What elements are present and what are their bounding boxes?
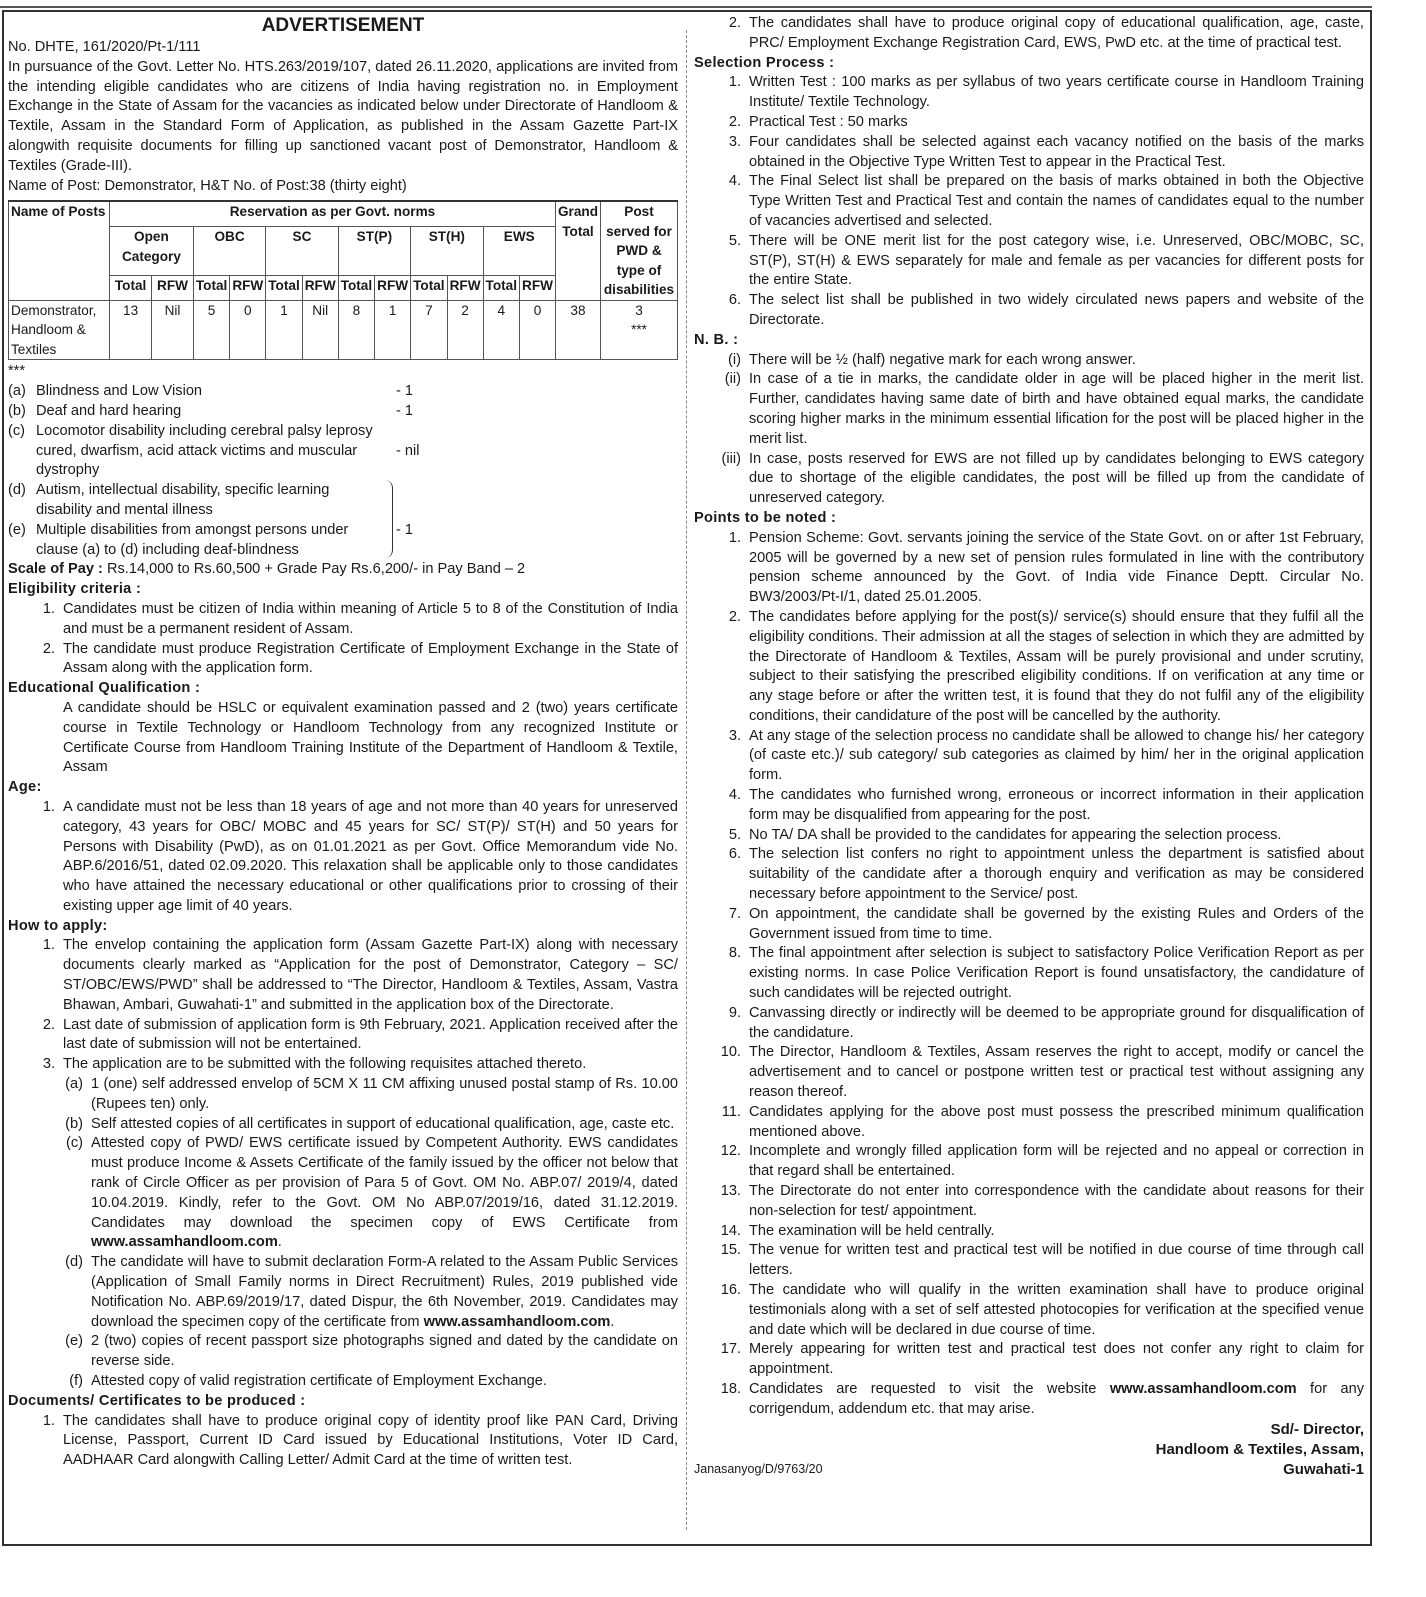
vacancy-count-cell: 2: [447, 300, 483, 360]
list-item-number: 1.: [42, 937, 55, 954]
list-item-number: (c): [65, 1135, 83, 1152]
age-heading: Age:: [8, 779, 42, 796]
list-item: [694, 727, 1364, 786]
list-item: [694, 14, 1364, 54]
list-item: [694, 826, 1364, 846]
disability-text: Locomotor disability including cerebral palsy leprosy cured, dwarfism, acid attack victims and muscular dystrophy: [36, 422, 373, 479]
list-item-text: [749, 944, 1364, 1003]
disability-item: [8, 422, 678, 481]
list-item-text-body: The final appointment after selection is subject to satisfactory Police Verification Report as per existing norms. In case Police Verification Report is found unsatisfactory, the candidature of such candidates will be rejected outright.: [749, 945, 1364, 1002]
signature-line: Guwahati-1: [1283, 1460, 1364, 1478]
list-item-text: [749, 1103, 1364, 1143]
list-item: [694, 232, 1364, 291]
list-item-text: [749, 450, 1364, 509]
list-item: [694, 450, 1364, 509]
list-item-number: 2.: [42, 640, 55, 657]
education-heading: Educational Qualification :: [8, 680, 201, 697]
list-item-number: 5.: [728, 826, 741, 843]
list-item-text-body: Incomplete and wrongly filled application form will be rejected and no appeal or correction in that regard shall be entertained.: [749, 1143, 1364, 1180]
list-item-text: [749, 1340, 1364, 1380]
list-item: [694, 172, 1364, 231]
list-item-number: 2.: [728, 113, 741, 130]
list-item-number: (f): [69, 1373, 83, 1390]
list-item-text-body: At any stage of the selection process no candidate shall be allowed to change his/ her category (of caste etc.)/ sub category/ sub categories as claimed by him/ her in the original application form.: [749, 727, 1364, 784]
disability-text: Blindness and Low Vision: [36, 383, 203, 400]
list-item-text: [63, 640, 678, 680]
list-item-text-body: Candidates must be citizen of India within meaning of Article 5 to 8 of the Constitution of India and must be a permanent resident of Assam.: [63, 600, 678, 637]
advertisement-title: ADVERTISEMENT: [261, 15, 425, 36]
footnote-stars: ***: [8, 363, 26, 380]
header-reservation: Reservation as per Govt. norms: [110, 201, 556, 227]
list-item: [8, 936, 678, 1015]
header-pwd: Post served for PWD & type of disabilities: [601, 201, 678, 300]
subheader-total: Total: [193, 275, 229, 300]
list-item-text: [749, 1222, 1364, 1242]
list-item: [36, 1372, 678, 1392]
vacancy-count-cell: Nil: [152, 300, 194, 360]
grand-total-cell: 38: [555, 300, 600, 360]
signature-line: Handloom & Textiles, Assam,: [1155, 1440, 1364, 1458]
eligibility-list: [8, 600, 678, 679]
list-item-text-body: Last date of submission of application form is 9th February, 2021. Application received after the last date of submission will not be entertained.: [63, 1016, 678, 1053]
list-item: [694, 608, 1364, 727]
list-item-text: [749, 1241, 1364, 1281]
list-item: [694, 1222, 1364, 1242]
list-item-text-body: Candidates applying for the above post must possess the prescribed minimum qualification mentioned above.: [749, 1103, 1364, 1140]
list-item-number: 3.: [728, 133, 741, 150]
list-item-number: 14.: [720, 1222, 741, 1239]
disability-label: (b): [8, 402, 26, 419]
list-item: [694, 1103, 1364, 1143]
pwd-footnote-mark: ***: [631, 322, 647, 338]
disability-item: [8, 481, 678, 521]
documents-list-continued: [694, 14, 1364, 54]
list-item-number: 1.: [728, 529, 741, 546]
list-item-text: [749, 351, 1364, 371]
list-item-text-body: The Final Select list shall be prepared on the basis of marks obtained in both the Objective Type Written Test and Practical Test and contain the names of candidates equal to the number of vacancies advertised and selected.: [749, 173, 1364, 229]
list-item-text-body: The candidates shall have to produce original copy of identity proof like PAN Card, Driving License, Passport, Current ID Card issued by Educational Institutions, Voter ID Card, AADHAAR Card alongwith Calling Letter/ Admit Card at the time of written test.: [63, 1412, 678, 1469]
list-item-text: [91, 1075, 678, 1115]
footer: [694, 1420, 1364, 1480]
subheader-rfw: RFW: [152, 275, 194, 300]
list-item: [694, 905, 1364, 945]
list-item-text-body: The candidate who will qualify in the written examination shall have to produce original testimonials along with a set of self attested photocopies for verification at the specified venue and date which will be declared in due course of time.: [749, 1282, 1364, 1338]
category-header: EWS: [483, 227, 555, 276]
list-item-number: 3.: [728, 727, 741, 744]
pwd-cell: [601, 300, 678, 360]
subheader-rfw: RFW: [447, 275, 483, 300]
list-item-text-body: 1 (one) self addressed envelop of 5CM X 11 CM affixing unused postal stamp of Rs. 10.00 (Rupees ten) only.: [91, 1076, 678, 1112]
disability-label: (c): [8, 422, 26, 439]
list-item-text: [749, 113, 1364, 133]
how-to-apply-heading: How to apply:: [8, 917, 108, 934]
list-item-text-body: The examination will be held centrally.: [749, 1222, 995, 1239]
list-item-text: [749, 786, 1364, 826]
how-to-apply-list: [8, 936, 678, 1075]
vacancy-count-cell: Nil: [302, 300, 338, 360]
list-item-text: [749, 1142, 1364, 1182]
vacancy-table: [8, 200, 678, 360]
disability-count: - 1: [396, 521, 414, 538]
disability-item: [8, 382, 678, 402]
vacancy-count-cell: 7: [411, 300, 447, 360]
disability-label: (a): [8, 383, 26, 400]
list-item: [8, 1055, 678, 1075]
age-list: [8, 798, 678, 917]
list-item-text: [749, 1004, 1364, 1044]
list-item-number: 2.: [42, 1016, 55, 1033]
category-header: ST(H): [411, 227, 483, 276]
list-item-text-body: The candidates before applying for the post(s)/ service(s) should ensure that they fulfil all the eligibility conditions. Their admission at all the stages of selection in which they are admitted by the Directorate of Handloom & Textiles, Assam will be purely provisional and under scrutiny, subject to their satisfying the prescribed eligibility conditions. If on verification at any time or any stage before or after the written test, it is found that they do not fulfil any of the eligibility conditions, their candidature of the post will be cancelled by the authority.: [749, 608, 1364, 724]
list-item: [694, 1340, 1364, 1380]
list-item-text-body: Candidates are requested to visit the website: [749, 1380, 1110, 1397]
requisites-list: [36, 1075, 678, 1392]
list-item: [694, 944, 1364, 1003]
list-item-number: 12.: [720, 1143, 741, 1160]
list-item: [694, 1241, 1364, 1281]
list-item-number: 10.: [720, 1044, 741, 1061]
list-item-text-body: The envelop containing the application form (Assam Gazette Part-IX) along with necessary documents clearly marked as “Application for the post of Demonstrator, Category – SC/ ST/OBC/EWS/PWD” shall be addressed to “The Director, Handloom & Textiles, Assam, Vastra Bhawan, Ambari, Guwahati-1” and submitted in the application box of the Directorate.: [63, 937, 678, 1013]
list-item-number: (i): [728, 351, 741, 368]
header-name-of-posts: Name of Posts: [9, 201, 110, 300]
list-item-text-body: 2 (two) copies of recent passport size photographs signed and dated by the candidate on reverse side.: [91, 1333, 678, 1370]
list-item: [8, 798, 678, 917]
list-item-text: [91, 1253, 678, 1332]
list-item: [694, 529, 1364, 608]
list-item-text: [63, 1055, 678, 1075]
list-item-text: [91, 1332, 678, 1372]
list-item-number: (a): [65, 1076, 83, 1093]
list-item-text-body: Attested copy of PWD/ EWS certificate issued by Competent Authority. EWS candidates must produce Income & Assets Certificate of the family issued by the officer not below that rank of Circle Officer as per provision of Para 5 of Govt. OM No. ABP.07/ 2019/4, dated 10.04.2019. Kindly, refer to the Govt. OM No ABP.07/2019/16, dated 31.12.2019. Candidates may download the specimen copy of EWS Certificate from: [91, 1135, 678, 1231]
vacancy-count-cell: 0: [520, 300, 556, 360]
list-item-number: 3.: [42, 1056, 55, 1073]
list-item-text: [63, 1016, 678, 1056]
list-item: [8, 1016, 678, 1056]
list-item-text-body: On appointment, the candidate shall be governed by the existing Rules and Orders of the Government issued from time to time.: [749, 905, 1364, 942]
list-item-text-body: In case of a tie in marks, the candidate older in age will be placed higher in the merit list. Further, candidates having same date of birth and have obtained equal marks, the candidate scoring higher marks in the minimum essential lification for the post will be placed higher in the merit list.: [749, 371, 1364, 447]
list-item-number: 9.: [728, 1004, 741, 1021]
list-item: [694, 1380, 1364, 1420]
list-item: [694, 291, 1364, 331]
list-item-text: [749, 1043, 1364, 1102]
list-item-text-body: The candidates who furnished wrong, erroneous or incorrect information in their application form may be disqualified from appearing for the post.: [749, 787, 1364, 823]
disability-label: (d): [8, 482, 26, 499]
pwd-count: 3: [635, 302, 643, 318]
list-item: [36, 1332, 678, 1372]
list-item-number: 18.: [720, 1380, 741, 1397]
list-item-text-body: The application are to be submitted with the following requisites attached thereto.: [63, 1056, 587, 1073]
list-item-number: 1.: [42, 600, 55, 617]
list-item-text-body: Self attested copies of all certificates in support of educational qualification, age, caste etc.: [91, 1115, 675, 1132]
list-item-number: 8.: [728, 945, 741, 962]
subheader-rfw: RFW: [230, 275, 266, 300]
list-item-text: [63, 936, 678, 1015]
subheader-rfw: RFW: [520, 275, 556, 300]
list-item-number: 1.: [728, 74, 741, 91]
points-heading: Points to be noted :: [694, 509, 837, 526]
list-item-text-body: There will be ONE merit list for the post category wise, i.e. Unreserved, OBC/MOBC, SC, ST(P), ST(H) & EWS separately for male and female as per vacancies for different posts for the entire State.: [749, 232, 1364, 289]
disability-list: [8, 382, 678, 560]
subheader-rfw: RFW: [375, 275, 411, 300]
list-item-number: (e): [65, 1333, 83, 1350]
list-item-text-body: There will be ½ (half) negative mark for each wrong answer.: [749, 351, 1136, 368]
disability-count: - 1: [396, 402, 414, 419]
list-item-text-body: Pension Scheme: Govt. servants joining the service of the State Govt. on or after 1st February, 2005 will be governed by a new set of pension rules formulated in line with the contributory pension scheme announced by the Govt. of India vide Finance Deptt. Circular No. BW3/2003/Pt-I/1, dated 25.01.2005.: [749, 529, 1364, 606]
subheader-total: Total: [411, 275, 447, 300]
list-item-text-body: Attested copy of valid registration certificate of Employment Exchange.: [91, 1373, 547, 1390]
selection-list: [694, 73, 1364, 330]
scale-of-pay-value: Rs.14,000 to Rs.60,500 + Grade Pay Rs.6,200/- in Pay Band – 2: [106, 561, 526, 578]
disability-text: Deaf and hard hearing: [36, 402, 182, 419]
list-item-text: [749, 845, 1364, 904]
list-item-text: [91, 1372, 678, 1392]
list-item-number: 15.: [720, 1242, 741, 1259]
disability-count: - nil: [396, 442, 420, 459]
selection-heading: Selection Process :: [694, 54, 835, 71]
list-item: [36, 1075, 678, 1115]
signature-block: [1156, 1420, 1364, 1480]
list-item-text: [749, 1281, 1364, 1340]
list-item-text: [749, 608, 1364, 727]
disability-text: Multiple disabilities from amongst persons under clause (a) to (d) including deaf-blindness: [36, 521, 349, 558]
list-item-text: [749, 1380, 1364, 1420]
list-item: [36, 1253, 678, 1332]
list-item: [694, 73, 1364, 113]
nb-list: [694, 351, 1364, 509]
list-item-text: [63, 1412, 678, 1471]
points-list: [694, 529, 1364, 1420]
list-item-number: 2.: [728, 15, 741, 31]
list-item-number: (ii): [724, 371, 741, 388]
subheader-total: Total: [338, 275, 374, 300]
website-link[interactable]: www.assamhandloom.com: [91, 1234, 278, 1251]
website-link[interactable]: www.assamhandloom.com: [1109, 1380, 1297, 1397]
vacancy-count-cell: 8: [338, 300, 374, 360]
list-item: [694, 1281, 1364, 1340]
list-item-text: [749, 529, 1364, 608]
list-item-text: [749, 727, 1364, 786]
subheader-total: Total: [266, 275, 302, 300]
list-item-number: 16.: [720, 1282, 741, 1298]
list-item-number: 13.: [720, 1183, 741, 1200]
list-item-text: [749, 172, 1364, 231]
list-item: [694, 1182, 1364, 1222]
subheader-total: Total: [110, 275, 152, 300]
category-header: OBC: [193, 227, 265, 276]
list-item-text-body: The candidate will have to submit declaration Form-A related to the Assam Public Services (Application of Small Family norms in Direct Recruitment) Rules, 2019 published vide Notification No. ABP.69/2019/17, dated Dispur, the 6th November, 2019. Candidates may download the specimen copy of the certificate from: [91, 1254, 678, 1330]
list-item: [8, 1412, 678, 1471]
list-item-text-body: No TA/ DA shall be provided to the candidates for appearing the selection process.: [749, 826, 1282, 843]
reference-number: No. DHTE, 161/2020/Pt-1/111: [8, 39, 201, 55]
list-item-number: 6.: [728, 846, 741, 863]
list-item-text: [749, 73, 1364, 113]
column-divider: [686, 30, 687, 1530]
vacancy-count-cell: 4: [483, 300, 519, 360]
list-item: [694, 351, 1364, 371]
list-item-text: [749, 370, 1364, 449]
list-item-text-body: In case, posts reserved for EWS are not filled up by candidates belonging to EWS category due to shortage of the eligible candidates, the post will be filled up from the candidate of unreserved category.: [749, 450, 1364, 507]
list-item-text-body: Canvassing directly or indirectly will be deemed to be appropriate ground for disqualification of the candidature.: [749, 1004, 1364, 1041]
list-item-text-end: .: [277, 1234, 282, 1251]
subheader-total: Total: [483, 275, 519, 300]
list-item: [694, 1043, 1364, 1102]
list-item: [8, 600, 678, 640]
list-item-number: (iii): [721, 450, 741, 467]
subheader-rfw: RFW: [302, 275, 338, 300]
list-item-number: 5.: [728, 232, 741, 249]
list-item-text-end: for any corrigendum, addendum etc. that may arise.: [749, 1380, 1364, 1417]
website-link[interactable]: www.assamhandloom.com: [423, 1313, 611, 1330]
list-item-text-body: Four candidates shall be selected against each vacancy notified on the basis of the marks obtained in the Objective Type Written Test to appear in the Practical Test.: [749, 133, 1364, 170]
list-item-text-body: The Director, Handloom & Textiles, Assam reserves the right to accept, modify or cancel the advertisement and to cancel or postpone written test or practical test without assigning any reason thereof.: [749, 1044, 1364, 1101]
disability-item: [8, 521, 678, 561]
list-item: [8, 640, 678, 680]
intro-paragraph: In pursuance of the Govt. Letter No. HTS.263/2019/107, dated 26.11.2020, applications are invited from the intending eligible candidates who are citizens of India having registration no. in Employment Exchange in the State of Assam for the vacancies as indicated below under Directorate of Handloom & Textile, Assam in the Standard Form of Application, as published in the Assam Gazette Part-IX alongwith requisite documents for filling up sanctioned vacant post of Demonstrator, Handloom & Textiles (Grade-III).: [8, 58, 678, 174]
signature-line: Sd/- Director,: [1270, 1420, 1364, 1438]
documents-list: [8, 1412, 678, 1471]
education-text: A candidate should be HSLC or equivalent examination passed and 2 (two) years certificate course in Textile Technology or Handloom Technology from any recognized Institute or Certificate Course from Handloom Training Institute of the Department of Handloom & Textile, Assam: [63, 699, 678, 776]
list-item-text: [91, 1115, 678, 1135]
right-column: [694, 14, 1364, 1480]
list-item-number: 2.: [728, 608, 741, 625]
list-item-number: 11.: [721, 1103, 741, 1120]
list-item-text: [749, 232, 1364, 291]
list-item-text: [749, 14, 1364, 54]
disability-item: [8, 402, 678, 422]
disability-text: Autism, intellectual disability, specific learning disability and mental illness: [36, 482, 330, 518]
list-item-text: [63, 600, 678, 640]
list-item: [694, 1004, 1364, 1044]
left-column: [8, 14, 678, 1471]
page-top-rule: [0, 6, 1372, 8]
list-item-text-body: A candidate must not be less than 18 years of age and not more than 40 years for unreserved category, 43 years for OBC/ MOBC and 45 years for SC/ ST(P)/ ST(H) and 50 years for Persons with Disability (PwD), as on 01.01.2021 as per Govt. Office Memorandum vide No. ABP.6/2016/51, dated 02.09.2020. This relaxation shall be applicable only to those candidates who have attained the necessary educational or other qualifications prior to crossing of their existing upper age limit of 40 years.: [63, 798, 678, 914]
disability-label: (e): [8, 521, 26, 538]
list-item: [694, 1142, 1364, 1182]
list-item: [36, 1134, 678, 1253]
eligibility-heading: Eligibility criteria :: [8, 581, 142, 598]
list-item-text-body: The candidates shall have to produce original copy of educational qualification, age, caste, PRC/ Employment Exchange Registration Card, EWS, PwD etc. at the time of practical test.: [749, 15, 1364, 51]
vacancy-count-cell: 1: [266, 300, 302, 360]
publication-code: Janasanyog/D/9763/20: [694, 1461, 823, 1476]
list-item-text-body: The selection list confers no right to appointment unless the department is satisfied about suitability of the candidate after a thorough enquiry and verification as may be considered necessary before appointment to the Service/ post.: [749, 846, 1364, 903]
list-item-text-end: .: [610, 1313, 615, 1330]
disability-count: - 1: [396, 383, 414, 400]
scale-of-pay-label: Scale of Pay :: [8, 561, 103, 578]
list-item-number: 7.: [728, 905, 741, 922]
list-item-text: [749, 826, 1364, 846]
list-item: [694, 845, 1364, 904]
list-item-text-body: Practical Test : 50 marks: [749, 113, 908, 130]
category-header: ST(P): [338, 227, 410, 276]
list-item: [694, 786, 1364, 826]
list-item-number: 17.: [720, 1341, 741, 1358]
list-item-text-body: Written Test : 100 marks as per syllabus of two years certificate course in Handloom Training Institute/ Textile Technology.: [749, 74, 1364, 111]
list-item-text-body: The candidate must produce Registration Certificate of Employment Exchange in the State of Assam along with the application form.: [63, 640, 678, 677]
list-item-text: [749, 133, 1364, 173]
list-item-text: [749, 291, 1364, 331]
list-item-text: [91, 1134, 678, 1253]
list-item-number: 6.: [728, 292, 741, 309]
list-item-text-body: Merely appearing for written test and practical test does not confer any right to claim for appointment.: [749, 1341, 1364, 1378]
list-item-text-body: The select list shall be published in two widely circulated news papers and website of the Directorate.: [749, 292, 1364, 328]
list-item-number: 4.: [728, 173, 741, 190]
header-grand-total: Grand Total: [555, 201, 600, 300]
list-item-number: 1.: [42, 798, 55, 815]
vacancy-count-cell: 1: [375, 300, 411, 360]
vacancy-count-cell: 0: [230, 300, 266, 360]
list-item: [36, 1115, 678, 1135]
list-item-text-body: The Directorate do not enter into correspondence with the candidate about reasons for their non-selection for test/ appointment.: [749, 1183, 1364, 1219]
list-item-text: [63, 798, 678, 917]
vacancy-count-cell: 13: [110, 300, 152, 360]
list-item-text-body: The venue for written test and practical test will be notified in due course of time through call letters.: [749, 1242, 1364, 1279]
list-item-number: (b): [65, 1115, 83, 1132]
category-header: Open Category: [110, 227, 194, 276]
list-item-number: (d): [65, 1254, 83, 1271]
brace-icon: [384, 480, 393, 558]
post-name-cell: Demonstrator, Handloom & Textiles: [9, 300, 110, 360]
list-item: [694, 113, 1364, 133]
list-item: [694, 133, 1364, 173]
category-header: SC: [266, 227, 338, 276]
vacancy-count-cell: 5: [193, 300, 229, 360]
name-of-post: Name of Post: Demonstrator, H&T No. of Post:38 (thirty eight): [8, 177, 407, 194]
list-item-number: 1.: [42, 1412, 55, 1429]
list-item: [694, 370, 1364, 449]
list-item-text: [749, 1182, 1364, 1222]
list-item-number: 4.: [728, 787, 741, 804]
list-item-text: [749, 905, 1364, 945]
documents-heading: Documents/ Certificates to be produced :: [8, 1392, 306, 1409]
nb-heading: N. B. :: [694, 331, 739, 348]
